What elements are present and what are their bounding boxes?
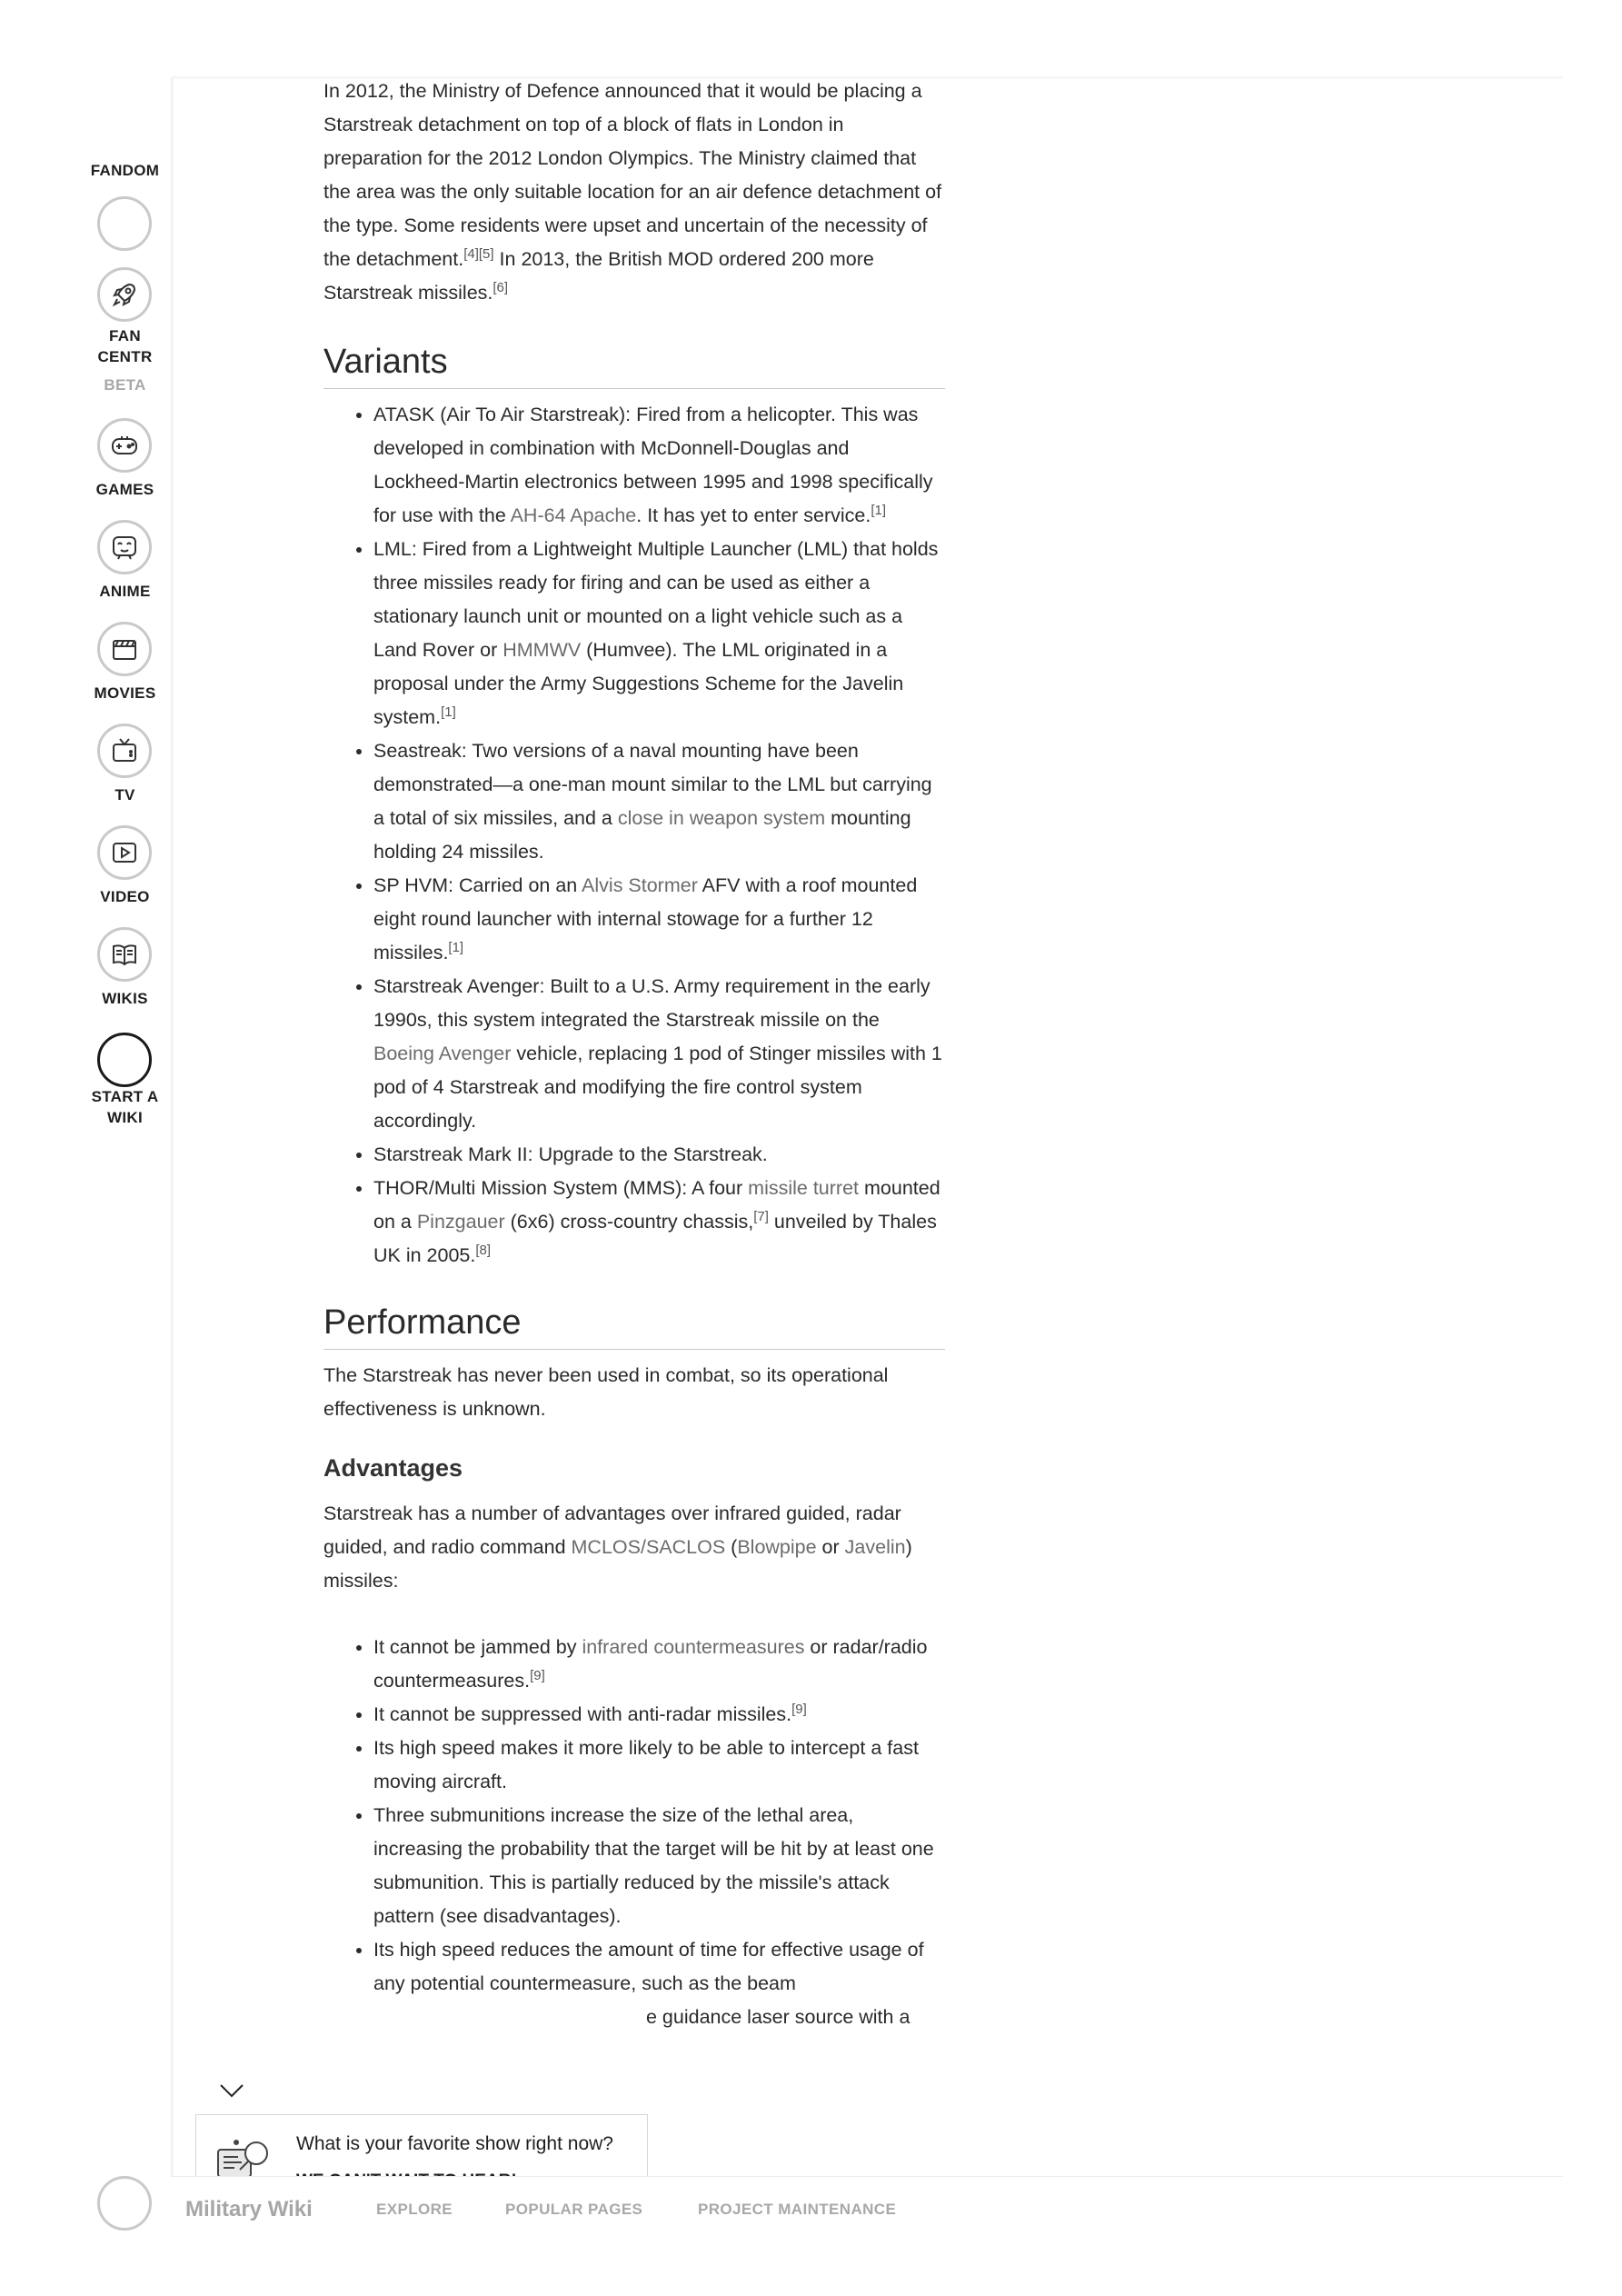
reference-link[interactable]: [8] bbox=[475, 1242, 492, 1258]
list-item: • Its high speed makes it more likely to be able to intercept a fast moving aircraft. bbox=[373, 1732, 945, 1799]
fandom-global-sidebar bbox=[0, 0, 171, 2296]
javelin-link[interactable]: Javelin bbox=[844, 1536, 906, 1558]
bottom-bar bbox=[171, 2176, 1563, 2242]
advantages-heading: Advantages bbox=[323, 1454, 463, 1482]
wiki-name-link[interactable]: Military Wiki bbox=[185, 2197, 313, 2221]
list-item: • THOR/Multi Mission System (MMS): A four missile turret mounted on a Pinzgauer (6x6) cross-country chassis,[7] unveiled by Thales UK in 2005.[8] bbox=[373, 1172, 945, 1273]
reference-link[interactable]: [4] bbox=[463, 245, 479, 262]
sidebar-shadow bbox=[171, 78, 174, 2234]
popup-question: What is your favorite show right now? bbox=[296, 2133, 613, 2154]
tv-icon[interactable] bbox=[97, 724, 152, 778]
project-maintenance-link[interactable]: PROJECT MAINTENANCE bbox=[698, 2201, 897, 2218]
anime-face-icon[interactable] bbox=[97, 520, 152, 574]
reference-link[interactable]: [5] bbox=[478, 245, 494, 262]
infrared-countermeasures-link[interactable]: infrared countermeasures bbox=[582, 1636, 805, 1658]
list-item: • Seastreak: Two versions of a naval mounting have been demonstrated—a one-man mount similar to the LML but carrying a total of six missiles, and a close in weapon system mounting holding 24 missiles. bbox=[373, 734, 945, 869]
start-wiki-icon[interactable] bbox=[97, 1033, 152, 1087]
reference-link[interactable]: [7] bbox=[753, 1208, 769, 1224]
open-book-icon[interactable] bbox=[97, 927, 152, 982]
play-video-icon[interactable] bbox=[97, 825, 152, 880]
boeing-avenger-link[interactable]: Boeing Avenger bbox=[373, 1043, 512, 1064]
video-label[interactable]: VIDEO bbox=[100, 888, 150, 905]
fan-central-label-2[interactable]: CENTR bbox=[97, 348, 153, 365]
rocket-icon[interactable] bbox=[97, 267, 152, 322]
article-content bbox=[323, 75, 945, 2034]
movies-label[interactable]: MOVIES bbox=[94, 684, 156, 702]
reference-link[interactable]: [1] bbox=[441, 704, 456, 720]
fan-central-label[interactable]: FAN bbox=[109, 327, 141, 344]
list-item: • Its high speed reduces the amount of time for effective usage of any potential countermeasure, such as the beam e guidance laser source with a bbox=[373, 1933, 945, 2034]
start-wiki-label-2[interactable]: WIKI bbox=[107, 1109, 143, 1126]
gamepad-icon[interactable] bbox=[97, 418, 152, 473]
list-item: • It cannot be jammed by infrared countermeasures or radar/radio countermeasures.[9] bbox=[373, 1631, 945, 1698]
list-item: • SP HVM: Carried on an Alvis Stormer AFV with a roof mounted eight round launcher with internal stowage for a further 12 missiles.[1] bbox=[373, 869, 945, 970]
games-label[interactable]: GAMES bbox=[95, 481, 154, 498]
start-wiki-label[interactable]: START A bbox=[91, 1088, 159, 1105]
reference-link[interactable]: [9] bbox=[791, 1701, 807, 1717]
performance-heading: Performance bbox=[323, 1302, 945, 1350]
intro-paragraph: In 2012, the Ministry of Defence announced that it would be placing a Starstreak detachment on top of a block of flats in London in preparation for the 2012 London Olympics. The Ministry claimed that the area was the only suitable location for an air defence detachment of the type. Some residents were upset and uncertain of the necessity of the detachment.[4][5] In 2013, the British MOD ordered 200 more Starstreak missiles.[6] bbox=[323, 80, 942, 304]
fandom-logo-icon[interactable] bbox=[97, 196, 152, 251]
advantages-intro: Starstreak has a number of advantages over infrared guided, radar guided, and radio command MCLOS/SACLOS (Blowpipe or Javelin) missiles: bbox=[323, 1502, 912, 1592]
ciws-link[interactable]: close in weapon system bbox=[617, 807, 826, 829]
chevron-down-icon[interactable] bbox=[218, 2080, 245, 2100]
reference-link[interactable]: [6] bbox=[493, 279, 509, 295]
clapperboard-icon[interactable] bbox=[97, 622, 152, 676]
advantages-list bbox=[323, 1631, 945, 2034]
ah64-apache-link[interactable]: AH-64 Apache bbox=[510, 504, 637, 526]
missile-turret-link[interactable]: missile turret bbox=[748, 1177, 860, 1199]
variants-list bbox=[323, 398, 945, 1273]
pinzgauer-link[interactable]: Pinzgauer bbox=[416, 1211, 505, 1233]
list-item: • Starstreak Mark II: Upgrade to the Starstreak. bbox=[373, 1138, 945, 1172]
explore-link[interactable]: EXPLORE bbox=[376, 2201, 453, 2218]
anime-label[interactable]: ANIME bbox=[99, 583, 151, 600]
popular-pages-link[interactable]: POPULAR PAGES bbox=[505, 2201, 643, 2218]
list-item: • Three submunitions increase the size of the lethal area, increasing the probability that the target will be hit by at least one submunition. This is partially reduced by the missile's attack pattern (see disadvantages). bbox=[373, 1799, 945, 1933]
hmmwv-link[interactable]: HMMWV bbox=[503, 639, 582, 661]
wikis-label[interactable]: WIKIS bbox=[102, 990, 148, 1007]
reference-link[interactable]: [1] bbox=[448, 939, 464, 955]
list-item: • It cannot be suppressed with anti-radar missiles.[9] bbox=[373, 1698, 945, 1732]
list-item: • LML: Fired from a Lightweight Multiple Launcher (LML) that holds three missiles ready for firing and can be used as either a stationary launch unit or mounted on a light vehicle such as a Land Rover or HMMWV (Humvee). The LML originated in a proposal under the Army Suggestions Scheme for the Javelin system.[1] bbox=[373, 533, 945, 734]
blowpipe-link[interactable]: Blowpipe bbox=[737, 1536, 817, 1558]
reference-link[interactable]: [9] bbox=[530, 1667, 545, 1683]
reference-link[interactable]: [1] bbox=[871, 502, 887, 518]
tv-label[interactable]: TV bbox=[114, 786, 135, 804]
fandom-logo-label[interactable]: FANDOM bbox=[90, 162, 160, 179]
performance-paragraph: The Starstreak has never been used in combat, so its operational effectiveness is unknown. bbox=[323, 1364, 889, 1420]
list-item: • ATASK (Air To Air Starstreak): Fired from a helicopter. This was developed in combination with McDonnell-Douglas and Lockheed-Martin electronics between 1995 and 1998 specifically for use with the AH-64 Apache. It has yet to enter service.[1] bbox=[373, 398, 945, 533]
variants-heading: Variants bbox=[323, 341, 945, 389]
list-item: • Starstreak Avenger: Built to a U.S. Army requirement in the early 1990s, this system integrated the Starstreak missile on the Boeing Avenger vehicle, replacing 1 pod of Stinger missiles with 1 pod of 4 Starstreak and modifying the fire control system accordingly. bbox=[373, 970, 945, 1138]
beta-badge: BETA bbox=[104, 376, 146, 394]
mclos-saclos-link[interactable]: MCLOS/SACLOS bbox=[571, 1536, 726, 1558]
wiki-avatar-icon[interactable] bbox=[97, 2176, 152, 2231]
alvis-stormer-link[interactable]: Alvis Stormer bbox=[582, 874, 698, 896]
